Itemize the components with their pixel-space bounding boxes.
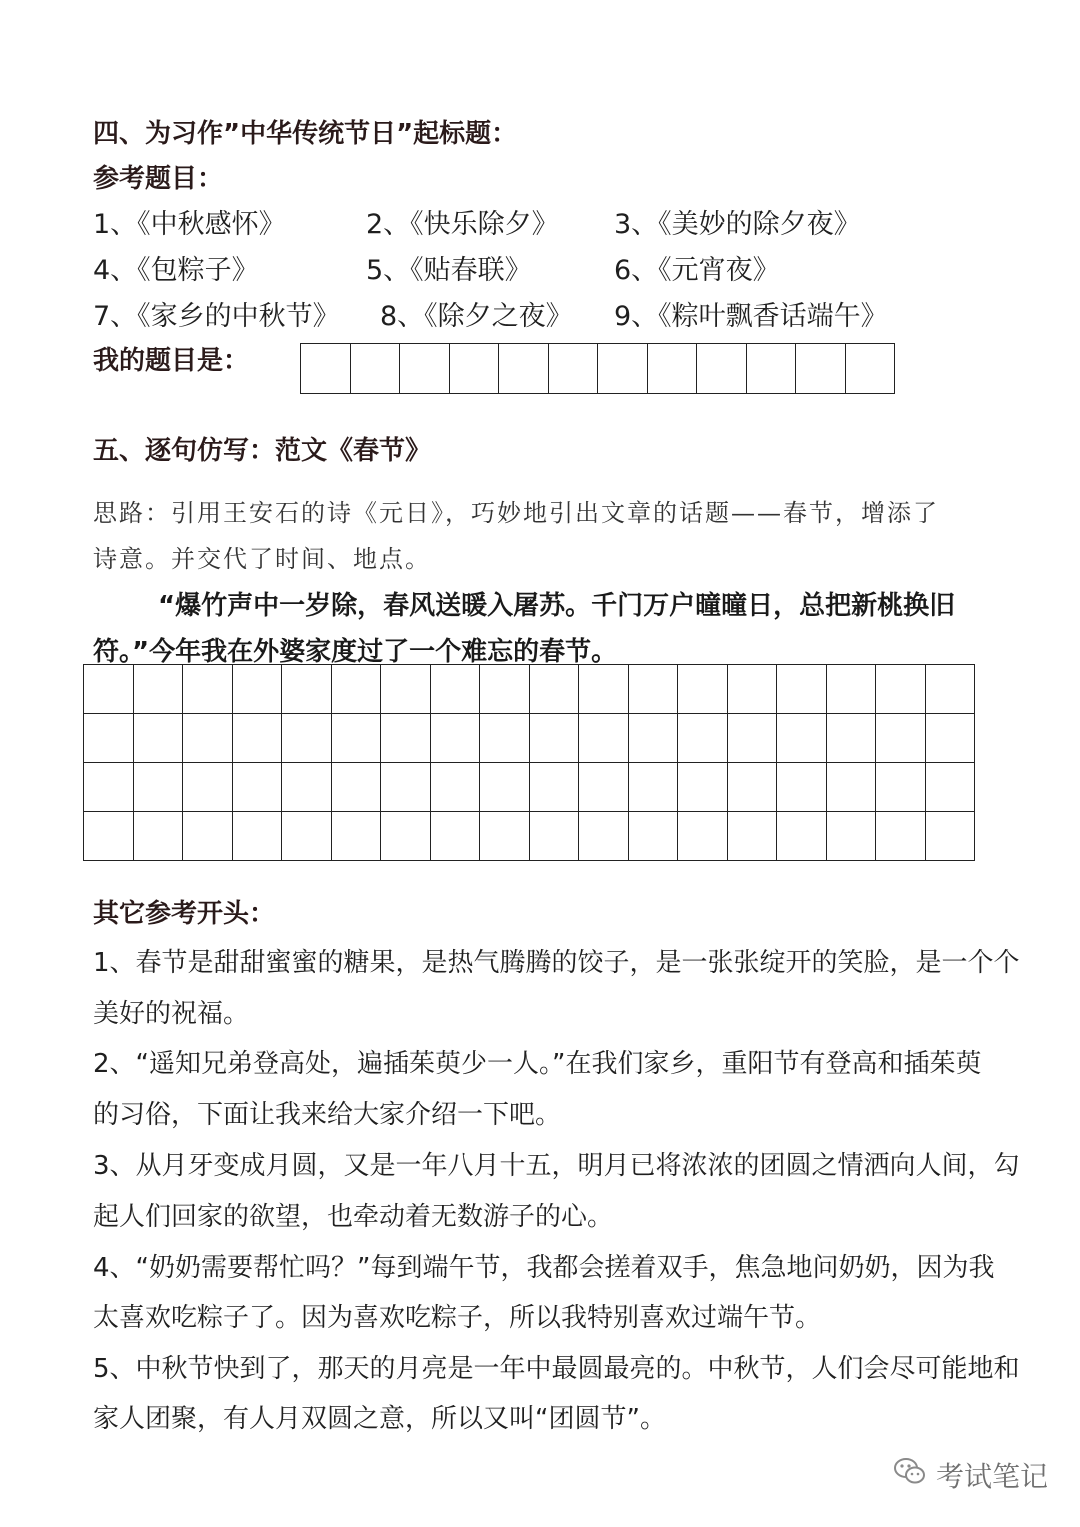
title-item: 2、《快乐除夕》 — [366, 209, 559, 240]
sample-quote-line: 符。”今年我在外婆家度过了一个难忘的春节。 — [93, 637, 618, 667]
grid-cell[interactable] — [845, 344, 895, 394]
grid-cell[interactable] — [746, 344, 796, 394]
title-item: 7、《家乡的中秋节》 — [93, 301, 340, 332]
title-item: 8、《除夕之夜》 — [380, 301, 573, 332]
title-item: 9、《粽叶飘香话端午》 — [614, 301, 888, 332]
title-item: 6、《元宵夜》 — [614, 255, 780, 286]
my-title-label: 我的题目是： — [93, 346, 250, 376]
opening-line: 1、春节是甜甜蜜蜜的糖果，是热气腾腾的饺子，是一张张绽开的笑脸，是一个个 — [93, 948, 1020, 978]
grid-cell[interactable] — [548, 344, 598, 394]
title-item: 1、《中秋感怀》 — [93, 209, 286, 240]
section5-heading: 五、逐句仿写：范文《春节》 — [93, 436, 432, 466]
idea-text-line: 思路：引用王安石的诗《元日》，巧妙地引出文章的话题——春节，增添了 — [93, 499, 939, 527]
opening-line: 2、“遥知兄弟登高处，遍插茱萸少一人。”在我们家乡，重阳节有登高和插茱萸 — [93, 1049, 982, 1079]
grid-cell[interactable] — [350, 344, 400, 394]
section4-heading: 四、为习作”中华传统节日”起标题： — [93, 119, 518, 149]
opening-line: 5、中秋节快到了，那天的月亮是一年中最圆最亮的。中秋节，人们会尽可能地和 — [93, 1354, 1020, 1384]
opening-line: 3、从月牙变成月圆，又是一年八月十五，明月已将浓浓的团圆之情洒向人间，勾 — [93, 1151, 1020, 1181]
opening-line: 美好的祝福。 — [93, 999, 250, 1029]
grid-cell[interactable] — [598, 344, 648, 394]
title-writing-grid[interactable] — [300, 343, 895, 394]
grid-cell[interactable] — [449, 344, 499, 394]
opening-line: 起人们回家的欲望，也牵动着无数游子的心。 — [93, 1202, 614, 1232]
opening-line: 太喜欢吃粽子了。因为喜欢吃粽子，所以我特别喜欢过端午节。 — [93, 1303, 822, 1333]
sample-quote-line: “爆竹声中一岁除，春风送暖入屠苏。千门万户曈曈日，总把新桃换旧 — [158, 591, 956, 621]
imitation-writing-grid[interactable] — [83, 664, 975, 861]
title-item: 3、《美妙的除夕夜》 — [614, 209, 861, 240]
grid-cell[interactable] — [796, 344, 846, 394]
idea-text-line: 诗意。并交代了时间、地点。 — [93, 545, 431, 573]
opening-line: 4、“奶奶需要帮忙吗？”每到端午节，我都会搓着双手，焦急地问奶奶，因为我 — [93, 1253, 995, 1283]
grid-cell[interactable] — [301, 344, 351, 394]
opening-line: 家人团聚，有人月双圆之意，所以又叫“团圆节”。 — [93, 1404, 666, 1434]
title-item: 4、《包粽子》 — [93, 255, 259, 286]
grid-cell[interactable] — [499, 344, 549, 394]
title-item: 5、《贴春联》 — [366, 255, 532, 286]
opening-line: 的习俗，下面让我来给大家介绍一下吧。 — [93, 1100, 562, 1130]
grid-cell[interactable] — [400, 344, 450, 394]
grid-cell[interactable] — [697, 344, 747, 394]
wechat-icon — [893, 1454, 927, 1488]
grid-cell[interactable] — [647, 344, 697, 394]
watermark-text: 考试笔记 — [936, 1460, 1049, 1493]
openings-heading: 其它参考开头： — [93, 899, 276, 929]
reference-titles-label: 参考题目： — [93, 164, 224, 194]
